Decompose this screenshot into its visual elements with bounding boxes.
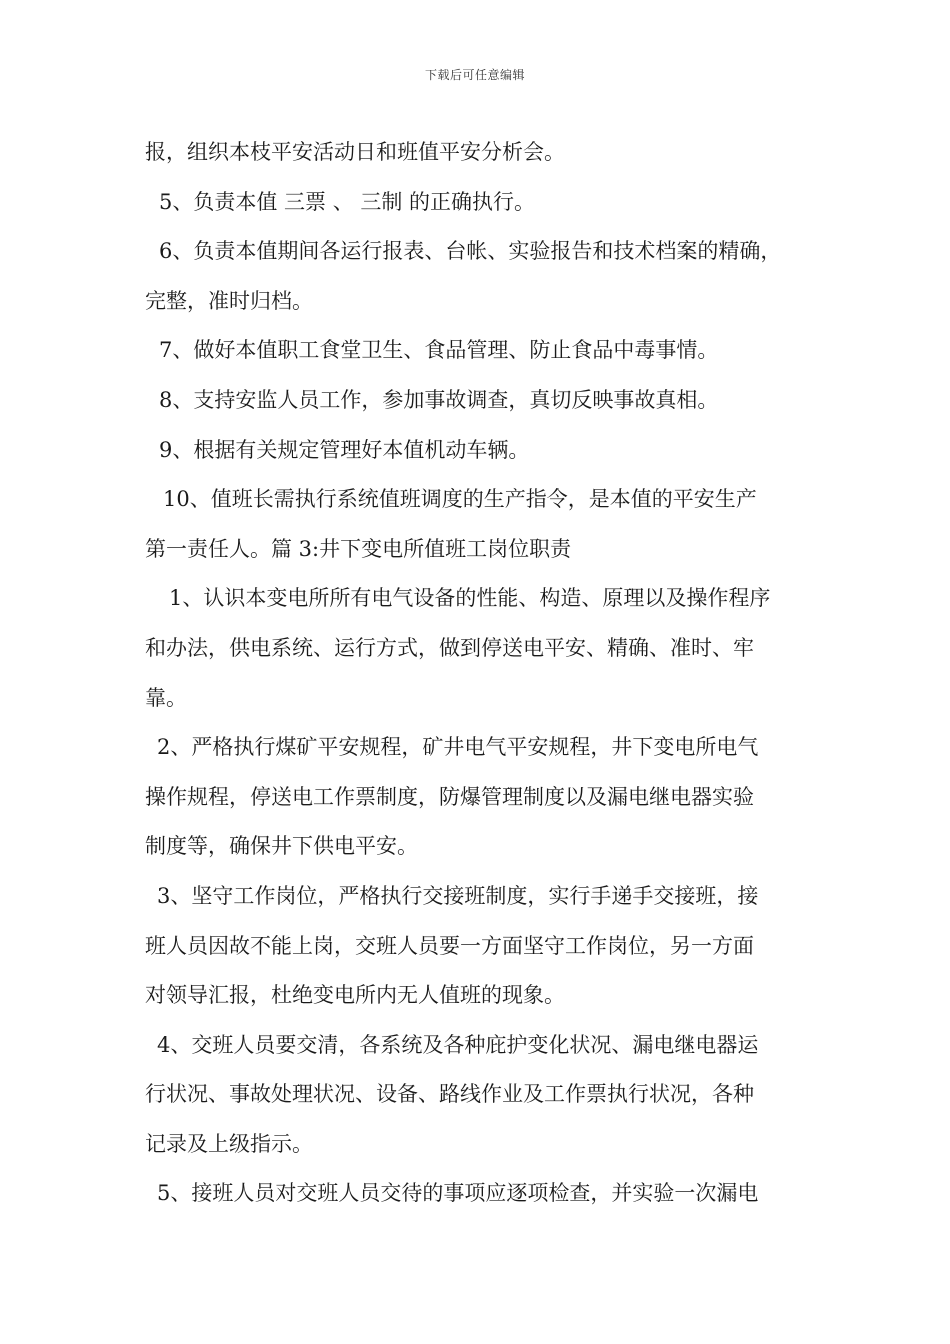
text-line: 9、根据有关规定管理好本值机动车辆。	[159, 437, 530, 462]
text-line: 5、负责本值 三票 、 三制 的正确执行。	[159, 189, 536, 214]
text-line: 完整，准时归档。	[145, 288, 313, 313]
text-line: 对领导汇报，杜绝变电所内无人值班的现象。	[145, 983, 565, 1008]
text-line: 3、坚守工作岗位，严格执行交接班制度，实行手递手交接班，接	[157, 883, 759, 908]
text-line: 1、认识本变电所所有电气设备的性能、构造、原理以及操作程序	[169, 586, 771, 611]
text-line: 8、支持安监人员工作，参加事故调查，真切反映事故真相。	[159, 387, 719, 412]
text-line: 2、严格执行煤矿平安规程，矿井电气平安规程，井下变电所电气	[157, 735, 759, 760]
text-line: 7、做好本值职工食堂卫生、食品管理、防止食品中毒事情。	[159, 338, 719, 363]
document-body	[145, 128, 825, 1219]
page-header: 下载后可任意编辑	[424, 68, 525, 82]
text-line: 5、接班人员对交班人员交待的事项应逐项检查，并实验一次漏电	[157, 1181, 759, 1206]
text-line: 第一责任人。篇 3:井下变电所值班工岗位职责	[145, 536, 572, 561]
text-line: 操作规程，停送电工作票制度，防爆管理制度以及漏电继电器实验	[145, 784, 754, 809]
text-line: 制度等，确保井下供电平安。	[145, 834, 418, 859]
text-line: 6、负责本值期间各运行报表、台帐、实验报告和技术档案的精确，	[159, 239, 782, 264]
text-line: 行状况、事故处理状况、设备、路线作业及工作票执行状况，各种	[145, 1082, 754, 1107]
text-line: 报，组织本枝平安活动日和班值平安分析会。	[145, 140, 565, 164]
text-line: 和办法，供电系统、运行方式，做到停送电平安、精确、准时、牢	[145, 635, 754, 660]
text-line: 10、值班长需执行系统值班调度的生产指令，是本值的平安生产	[163, 487, 757, 512]
text-line: 班人员因故不能上岗，交班人员要一方面坚守工作岗位，另一方面	[145, 933, 754, 958]
text-line: 4、交班人员要交清，各系统及各种庇护变化状况、漏电继电器运	[157, 1032, 759, 1057]
text-line: 记录及上级指示。	[145, 1131, 313, 1156]
text-line: 靠。	[145, 685, 187, 710]
